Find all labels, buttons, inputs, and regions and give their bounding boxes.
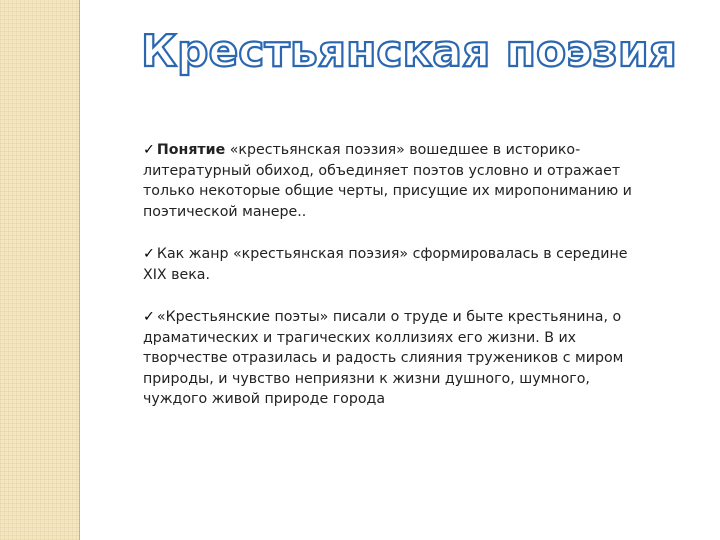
checkmark-icon: ✓ — [143, 246, 155, 262]
bullet-paragraph-1 — [143, 140, 653, 222]
bullet-text: «крестьянская поэзия» вошедшее в историко-литературный обиход, объединяет поэтов условно и отражает только некоторые общие черты, присущие их миропониманию и поэтической манере.. — [143, 142, 632, 220]
checkmark-icon: ✓ — [143, 142, 155, 158]
bullet-text: Как жанр «крестьянская поэзия» сформировалась в середине XIX века. — [143, 246, 628, 283]
checkmark-icon: ✓ — [143, 309, 155, 325]
slide-title: Крестьянская поэзия — [141, 26, 677, 77]
bullet-term: Понятие — [156, 142, 226, 158]
bullet-paragraph-3 — [143, 307, 653, 410]
decorative-side-strip — [0, 0, 80, 540]
slide-body — [143, 140, 653, 432]
bullet-text: «Крестьянские поэты» писали о труде и быте крестьянина, о драматических и трагических коллизиях его жизни. В их творчестве отразилась и радость слияния тружеников с миром природы, и чувство неприязни к жизни душного, шумного, чуждого живой природе города — [143, 309, 624, 407]
bullet-paragraph-2 — [143, 244, 653, 285]
slide-content — [79, 0, 720, 540]
